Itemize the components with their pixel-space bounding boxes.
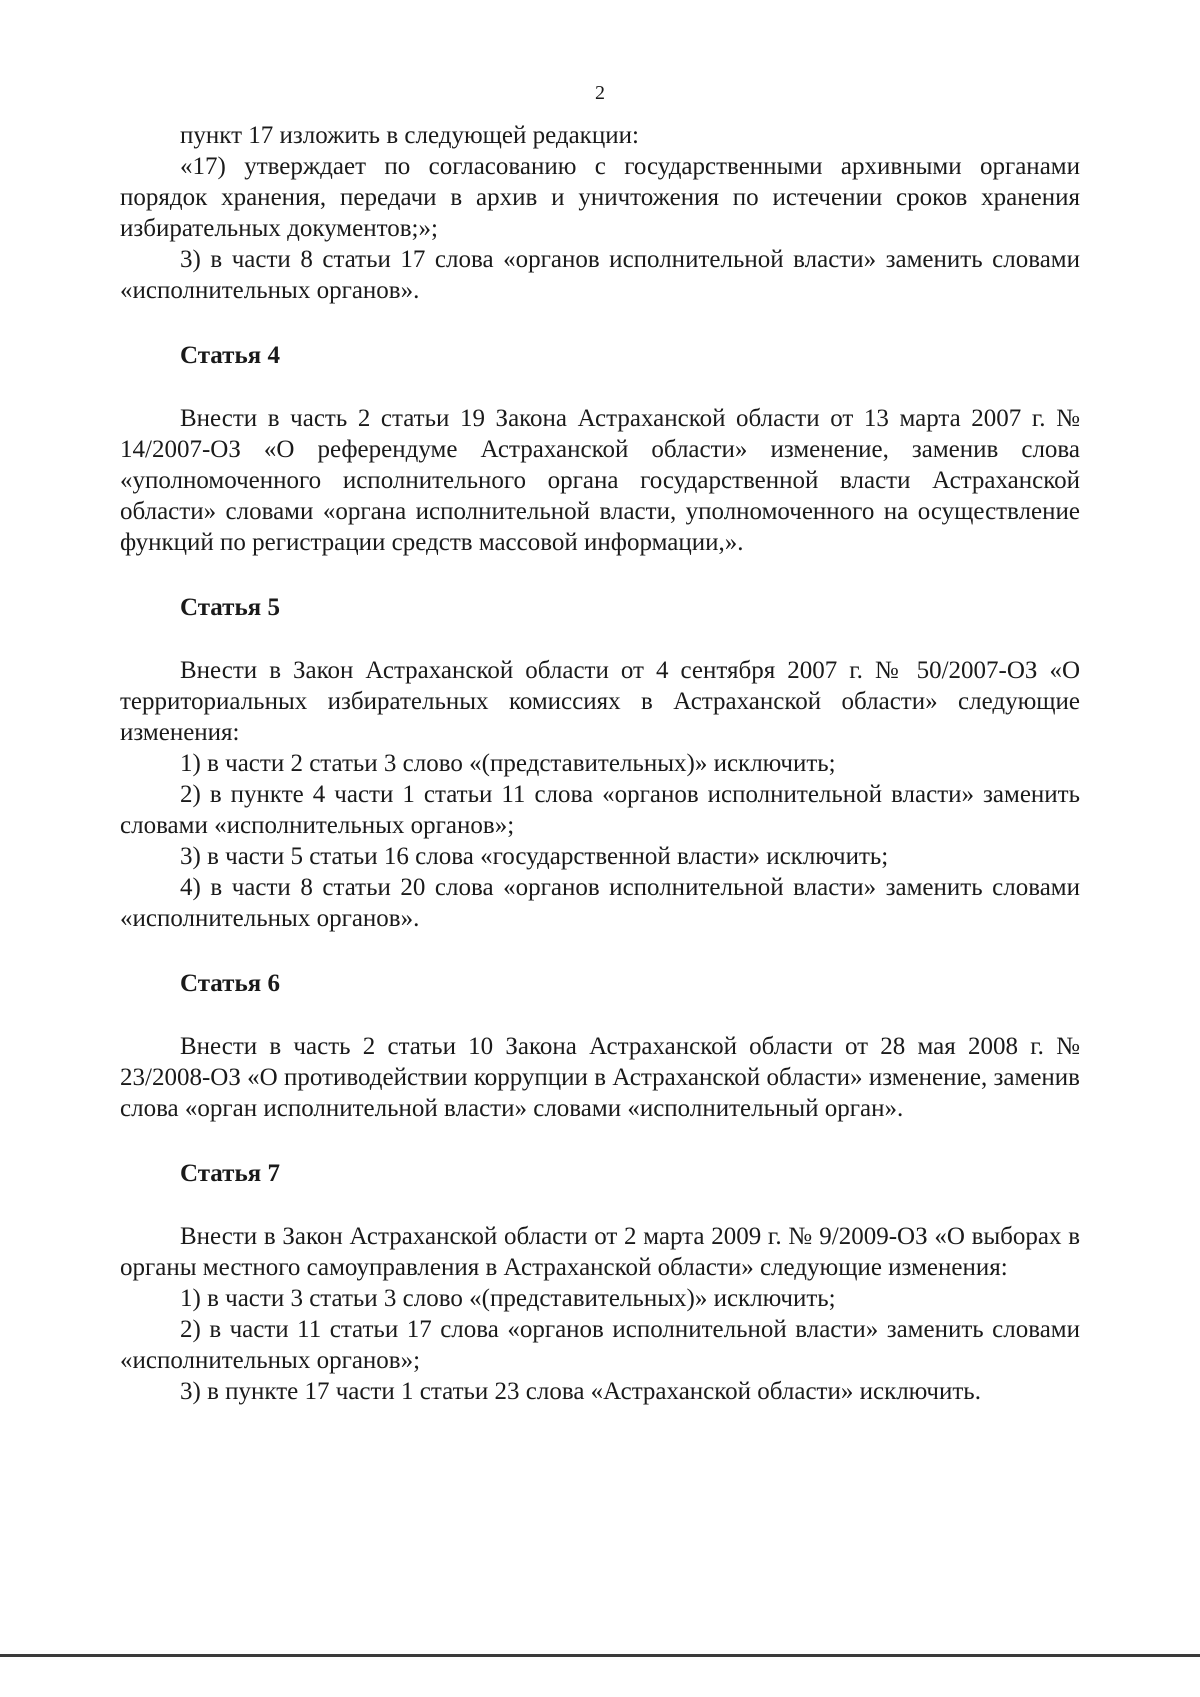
paragraph: «17) утверждает по согласованию с государственными архивными органами порядок хранения, передачи в архив и уничтожения по истечении сроков хранения избирательных документов;»; — [120, 153, 1080, 242]
paragraph: 1) в части 3 статьи 3 слово «(представительных)» исключить; — [180, 1285, 836, 1312]
paragraph: 2) в части 11 статьи 17 слова «органов исполнительной власти» заменить словами «исполнительных органов»; — [120, 1316, 1080, 1374]
article-5 — [120, 592, 1080, 934]
document-body — [120, 120, 1080, 1407]
article-heading: Статья 5 — [180, 594, 280, 621]
article-heading: Статья 6 — [180, 970, 280, 997]
paragraph: пункт 17 изложить в следующей редакции: — [180, 122, 639, 149]
article-heading: Статья 4 — [180, 342, 280, 369]
paragraph: 3) в пункте 17 части 1 статьи 23 слова «Астраханской области» исключить. — [180, 1378, 981, 1405]
article-4 — [120, 340, 1080, 558]
paragraph: 4) в части 8 статьи 20 слова «органов исполнительной власти» заменить словами «исполнительных органов». — [120, 874, 1080, 932]
paragraph: Внести в часть 2 статьи 19 Закона Астраханской области от 13 марта 2007 г. № 14/2007-ОЗ «О референдуме Астраханской области» изменение, заменив слова «уполномоченного исполнительного органа государственной власти Астраханской области» словами «органа исполнительной власти, уполномоченного на осуществление функций по регистрации средств массовой информации,». — [120, 405, 1080, 556]
article-7 — [120, 1158, 1080, 1407]
paragraph: Внести в часть 2 статьи 10 Закона Астраханской области от 28 мая 2008 г. № 23/2008-ОЗ «О противодействии коррупции в Астраханской области» изменение, заменив слова «орган исполнительной власти» словами «исполнительный орган». — [120, 1033, 1080, 1122]
paragraph: 3) в части 5 статьи 16 слова «государственной власти» исключить; — [180, 843, 889, 870]
paragraph: 1) в части 2 статьи 3 слово «(представительных)» исключить; — [180, 750, 836, 777]
page-number: 2 — [595, 82, 605, 104]
bottom-rule — [0, 1654, 1200, 1657]
paragraph: Внести в Закон Астраханской области от 2 марта 2009 г. № 9/2009-ОЗ «О выборах в органы местного самоуправления в Астраханской области» следующие изменения: — [120, 1223, 1080, 1281]
paragraph: Внести в Закон Астраханской области от 4 сентября 2007 г. № 50/2007-ОЗ «О территориальных избирательных комиссиях в Астраханской области» следующие изменения: — [120, 657, 1080, 746]
paragraph: 2) в пункте 4 части 1 статьи 11 слова «органов исполнительной власти» заменить словами «исполнительных органов»; — [120, 781, 1080, 839]
article-heading: Статья 7 — [180, 1160, 280, 1187]
paragraph: 3) в части 8 статьи 17 слова «органов исполнительной власти» заменить словами «исполнительных органов». — [120, 246, 1080, 304]
article-6 — [120, 968, 1080, 1124]
